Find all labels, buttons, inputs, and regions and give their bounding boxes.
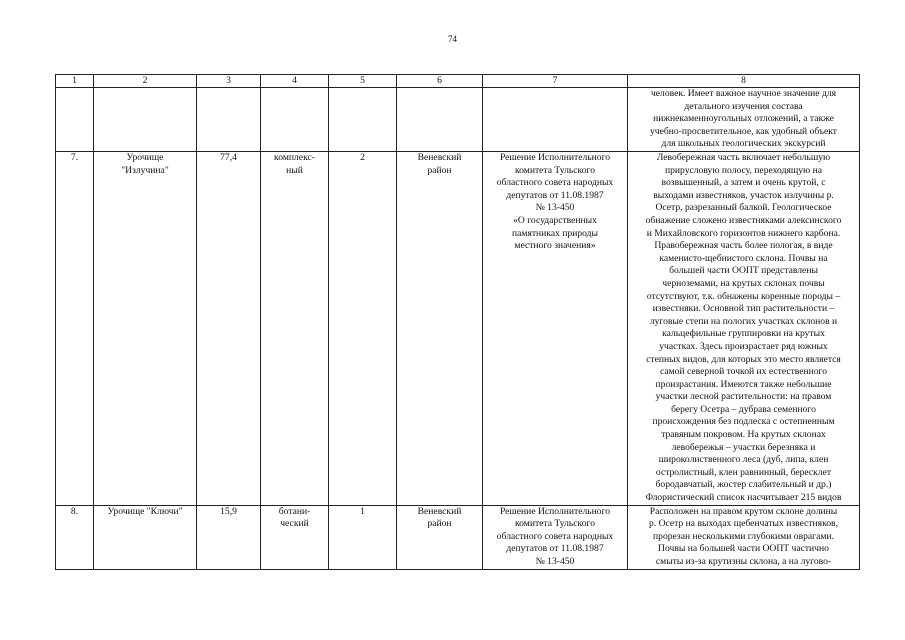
table-header-row: [56, 75, 860, 88]
cell-description: человек. Имеет важное научное значение для детального изучения состава нижнекаменноугольных отложений, а также учебно-просветительное, как удобный объект для школьных геологических экскурсий: [628, 88, 860, 152]
cell-category: 2: [329, 152, 397, 506]
cell-description: Расположен на правом крутом склоне долины р. Осетр на выходах щебенчатых известняков, прорезан несколькими глубокими оврагами. Почвы на большей части ООПТ частично смыты из-за крутизны склона, а на лугово-: [628, 505, 860, 569]
cell-name: [94, 88, 197, 152]
cell-decision: Решение Исполнительного комитета Тульского областного совета народных депутатов от 11.08.1987 № 13-450: [483, 505, 628, 569]
cell-area: 15,9: [197, 505, 261, 569]
cell-district: Веневский район: [397, 152, 483, 506]
cell-num: 7.: [56, 152, 94, 506]
cell-decision: [483, 88, 628, 152]
cell-district: [397, 88, 483, 152]
nature-monuments-table: [55, 74, 860, 570]
column-number-8: 8: [628, 75, 860, 88]
column-number-3: 3: [197, 75, 261, 88]
cell-description: Левобережная часть включает небольшую прирусловую полосу, переходящую на возвышенный, а затем и очень крутой, с выходами известняков, участок излучины р. Осетр, разрезанный балкой. Геологическое обнажение сложено известняками алексинского и Михайловского горизонтов нижнего карбона. Правобережная часть более пологая, в виде каменисто-щебнистого склона. Почвы на большей части ООПТ представлены черноземами, на крутых склонах почвы отсутствуют, т.к. обнажены коренные породы – известняки. Основной тип растительности – луговые степи на пологих участках склонов и кальцефильные группировки на крутых участках. Здесь произрастает ряд южных степных видов, для которых это место является самой северной точкой их естественного произрастания. Имеются также небольшие участки лесной растительности: на правом берегу Осетра – дубрава семенного происхождения без подлеска с остепненным травяным покровом. На крутых склонах левобережья – участки березняка и широколиственного леса (дуб, липа, клен остролистный, клен равнинный, бересклет бородавчатый, жостер слабительный и др.) Флористический список насчитывает 215 видов: [628, 152, 860, 506]
cell-profile: комплекс- ный: [261, 152, 329, 506]
table-row-continuation: [56, 88, 860, 152]
cell-num: 8.: [56, 505, 94, 569]
column-number-4: 4: [261, 75, 329, 88]
column-number-7: 7: [483, 75, 628, 88]
cell-name: Урочище "Ключи": [94, 505, 197, 569]
table-row: [56, 505, 860, 569]
cell-decision: Решение Исполнительного комитета Тульского областного совета народных депутатов от 11.08.1987 № 13-450 «О государственных памятниках природы местного значения»: [483, 152, 628, 506]
cell-area: 77,4: [197, 152, 261, 506]
cell-area: [197, 88, 261, 152]
page-number: 74: [448, 34, 457, 44]
column-number-1: 1: [56, 75, 94, 88]
cell-profile: [261, 88, 329, 152]
cell-district: Веневский район: [397, 505, 483, 569]
column-number-2: 2: [94, 75, 197, 88]
cell-category: [329, 88, 397, 152]
column-number-6: 6: [397, 75, 483, 88]
cell-profile: ботани- ческий: [261, 505, 329, 569]
cell-num: [56, 88, 94, 152]
column-number-5: 5: [329, 75, 397, 88]
cell-name: Урочище "Излучина": [94, 152, 197, 506]
cell-category: 1: [329, 505, 397, 569]
table-row: [56, 152, 860, 506]
